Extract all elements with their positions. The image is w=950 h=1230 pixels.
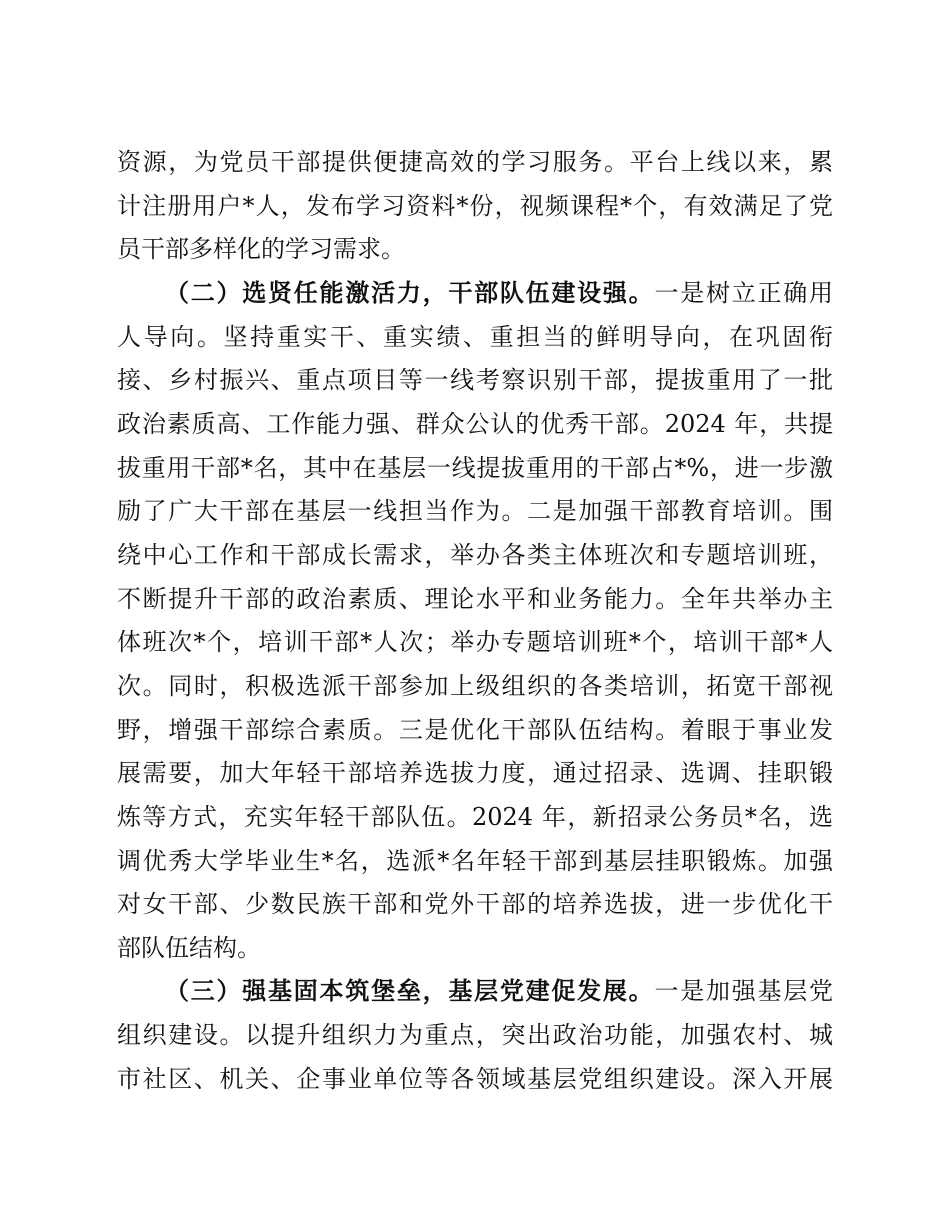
- paragraph-line: 部队伍结构。: [117, 934, 261, 962]
- paragraph-line: 对女干部、少数民族干部和党外干部的培养选拔，进一步优化干: [117, 890, 833, 918]
- paragraph-line: 人导向。坚持重实干、重实绩、重担当的鲜明导向，在巩固衔: [117, 323, 833, 351]
- paragraph-line: 组织建设。以提升组织力为重点，突出政治功能，加强农村、城: [117, 1021, 833, 1049]
- paragraph-line: 调优秀大学毕业生*名，选派*名年轻干部到基层挂职锻炼。加强: [117, 847, 833, 875]
- paragraph-text: 一是加强基层党: [654, 977, 834, 1005]
- paragraph-line: 市社区、机关、企事业单位等各领域基层党组织建设。深入开展: [117, 1065, 833, 1093]
- paragraph-line: 员干部多样化的学习需求。: [117, 235, 405, 263]
- section-2-first-line: [165, 273, 833, 313]
- paragraph-line: 计注册用户*人，发布学习资料*份，视频课程*个，有效满足了党: [117, 192, 833, 220]
- paragraph-text: 一是树立正确用: [654, 279, 834, 307]
- paragraph-line: 资源，为党员干部提供便捷高效的学习服务。平台上线以来，累: [117, 148, 833, 176]
- paragraph-line: 拔重用干部*名，其中在基层一线提拔重用的干部占*%，进一步激: [117, 454, 833, 482]
- paragraph-line: 展需要，加大年轻干部培养选拔力度，通过招录、选调、挂职锻: [117, 759, 833, 787]
- paragraph-line: 次。同时，积极选派干部参加上级组织的各类培训，拓宽干部视: [117, 672, 833, 700]
- paragraph-line: 体班次*个，培训干部*人次；举办专题培训班*个，培训干部*人: [117, 628, 833, 656]
- section-2-heading: （二）选贤任能激活力，干部队伍建设强。: [165, 278, 655, 307]
- paragraph-line: 炼等方式，充实年轻干部队伍。2024 年，新招录公务员*名，选: [117, 803, 833, 831]
- paragraph-line: 政治素质高、工作能力强、群众公认的优秀干部。2024 年，共提: [117, 410, 833, 438]
- section-3-heading: （三）强基固本筑堡垒，基层党建促发展。: [165, 976, 655, 1005]
- paragraph-line: 接、乡村振兴、重点项目等一线考察识别干部，提拔重用了一批: [117, 366, 833, 394]
- paragraph-line: 绕中心工作和干部成长需求，举办各类主体班次和专题培训班，: [117, 541, 833, 569]
- section-3-first-line: [165, 971, 833, 1011]
- paragraph-line: 励了广大干部在基层一线担当作为。二是加强干部教育培训。围: [117, 497, 833, 525]
- paragraph-line: 不断提升干部的政治素质、理论水平和业务能力。全年共举办主: [117, 585, 833, 613]
- paragraph-line: 野，增强干部综合素质。三是优化干部队伍结构。着眼于事业发: [117, 716, 833, 744]
